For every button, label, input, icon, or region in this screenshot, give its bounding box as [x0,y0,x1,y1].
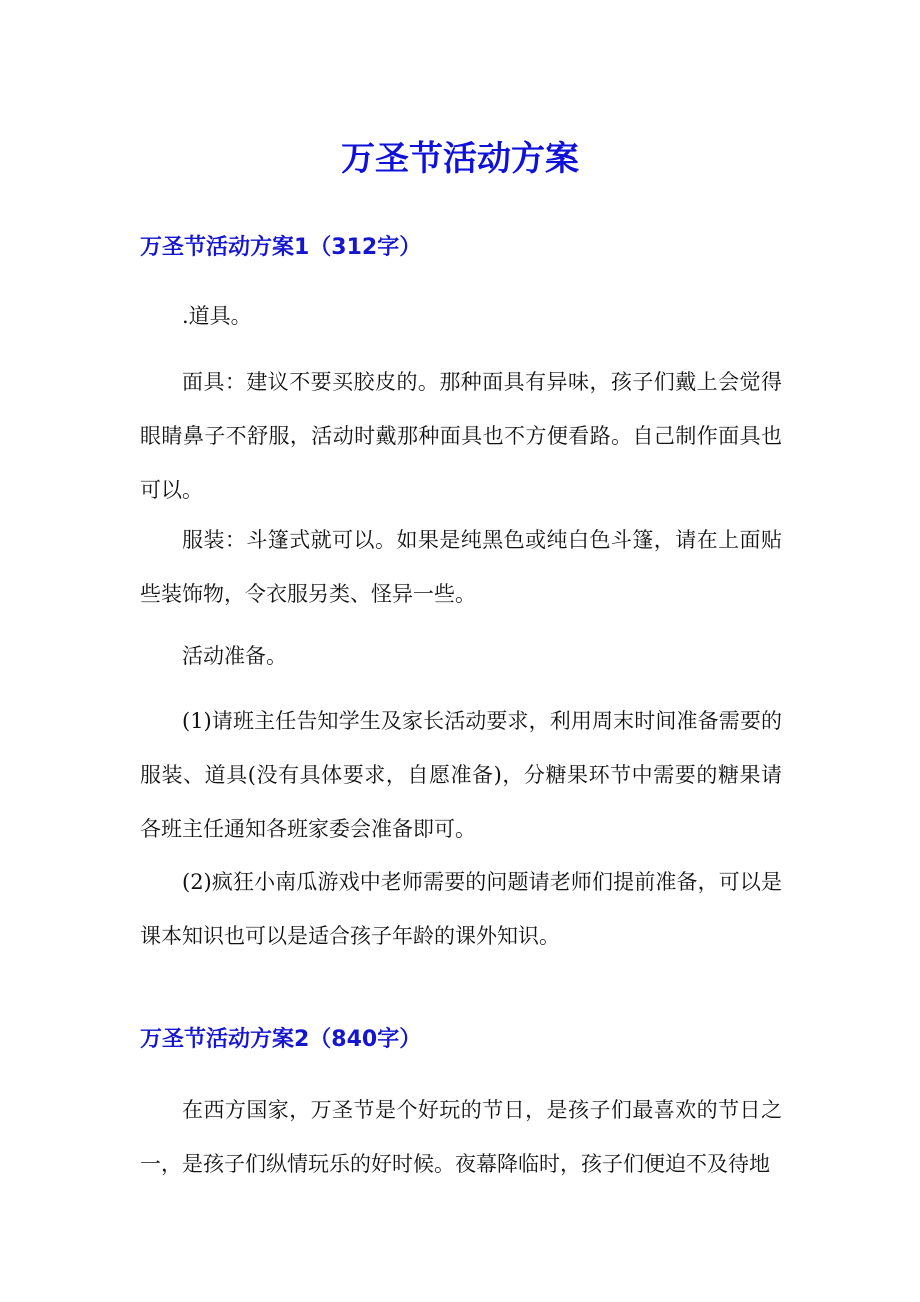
section-1-heading: 万圣节活动方案1（312字） [140,235,422,260]
section-1-paragraph-5: (1)请班主任告知学生及家长活动要求，利用周末时间准备需要的服装、道具(没有具体要求，自愿准备)，分糖果环节中需要的糖果请各班主任通知各班家委会准备即可。 [140,709,782,841]
section-2-paragraph-1: 在西方国家，万圣节是个好玩的节日，是孩子们最喜欢的节日之一，是孩子们纵情玩乐的好时候。夜幕降临时，孩子们便迫不及待地 [140,1098,782,1176]
section-1-paragraph-4: 活动准备。 [182,644,287,668]
document-title: 万圣节活动方案 [341,139,579,179]
section-1-paragraph-1: .道具。 [182,304,252,328]
section-2-heading: 万圣节活动方案2（840字） [140,1027,422,1052]
section-1-paragraph-3: 服装：斗篷式就可以。如果是纯黑色或纯白色斗篷，请在上面贴些装饰物，令衣服另类、怪异一些。 [140,528,782,606]
section-1-paragraph-6: (2)疯狂小南瓜游戏中老师需要的问题请老师们提前准备，可以是课本知识也可以是适合孩子年龄的课外知识。 [140,870,782,948]
section-1-paragraph-2: 面具：建议不要买胶皮的。那种面具有异味，孩子们戴上会觉得眼睛鼻子不舒服，活动时戴那种面具也不方便看路。自己制作面具也可以。 [140,370,782,502]
